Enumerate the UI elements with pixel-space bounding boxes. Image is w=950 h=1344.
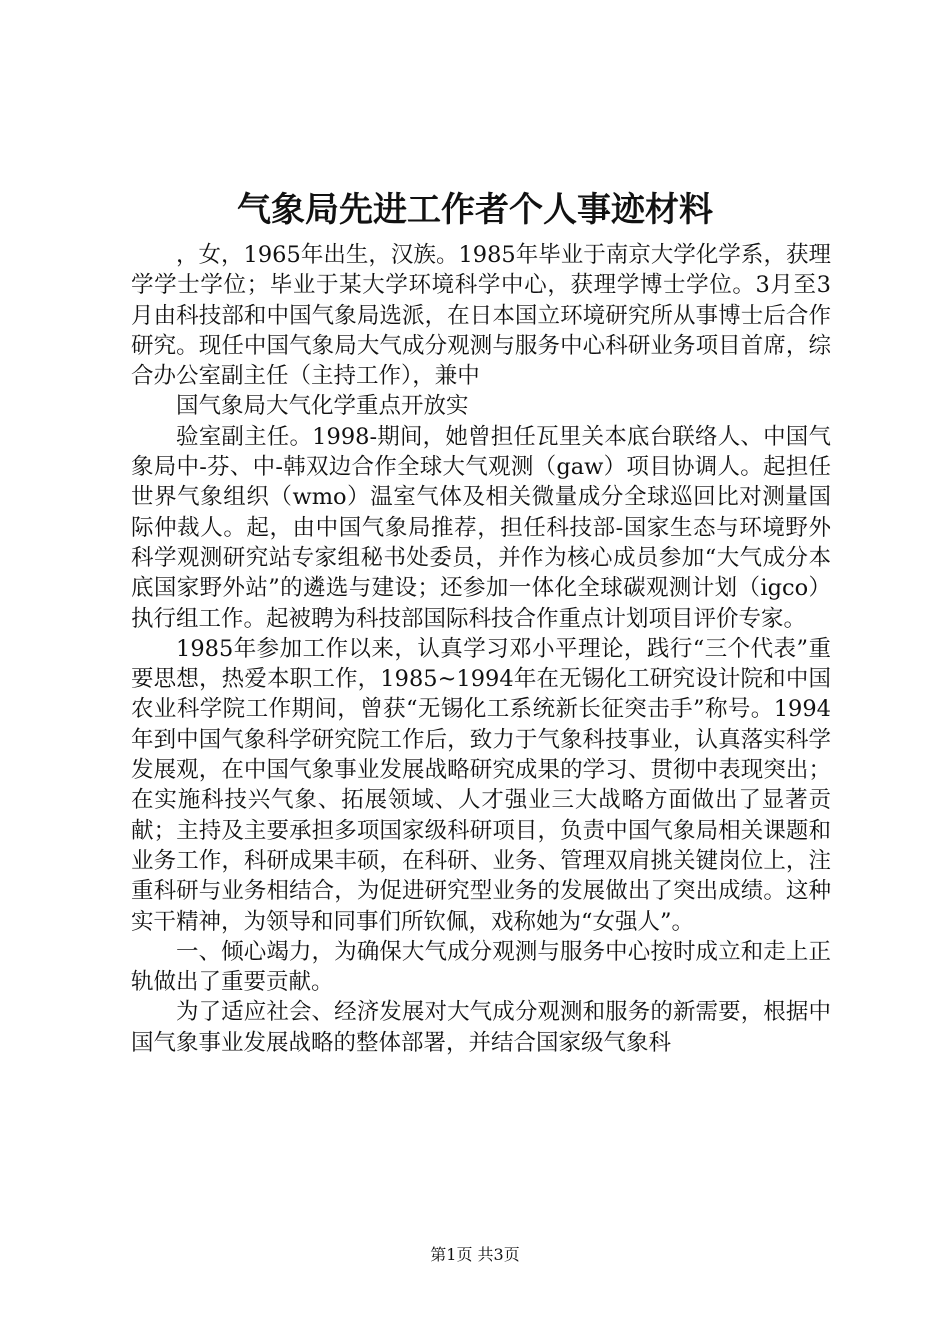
document-title: 气象局先进工作者个人事迹材料 <box>237 190 713 230</box>
paragraph-intro: ，女，1965年出生，汉族。1985年毕业于南京大学化学系，获理学学士学位；毕业于某大学环境科学中心，获理学博士学位。3月至3月由科技部和中国气象局选派，在日本国立环境研究所从事博士后合作研究。现任中国气象局大气成分观测与服务中心科研业务项目首席，综合办公室副主任（主持工作），兼中 <box>131 242 831 390</box>
paragraph-lab-fragment: 国气象局大气化学重点开放实 <box>176 393 469 420</box>
page-footer: 第1页 共3页 <box>430 1245 520 1264</box>
paragraph-section-heading: 一、倾心竭力，为确保大气成分观测与服务中心按时成立和走上正轨做出了重要贡献。 <box>131 938 831 996</box>
paragraph-career: 1985年参加工作以来，认真学习邓小平理论，践行“三个代表”重要思想，热爱本职工作，1985~1994年在无锡化工研究设计院和中国农业科学院工作期间，曾获“无锡化工系统新长征突击手”称号。1994年到中国气象科学研究院工作后，致力于气象科技事业，认真落实科学发展观，在中国气象事业发展战略研究成果的学习、贯彻中表现突出；在实施科技兴气象、拓展领域、人才强业三大战略方面做出了显著贡献；主持及主要承担多项国家级科研项目，负责中国气象局相关课题和业务工作，科研成果丰硕，在科研、业务、管理双肩挑关键岗位上，注重科研与业务相结合，为促进研究型业务的发展做出了突出成绩。这种实干精神，为领导和同事们所钦佩，戏称她为“女强人”。 <box>131 635 831 935</box>
paragraph-roles: 验室副主任。1998-期间，她曾担任瓦里关本底台联络人、中国气象局中-芬、中-韩双边合作全球大气观测（gaw）项目协调人。起担任世界气象组织（wmo）温室气体及相关微量成分全球巡回比对测量国际仲裁人。起，由中国气象局推荐，担任科技部-国家生态与环境野外科学观测研究站专家组秘书处委员，并作为核心成员参加“大气成分本底国家野外站”的遴选与建设；还参加一体化全球碳观测计划（igco）执行组工作。起被聘为科技部国际科技合作重点计划项目评价专家。 <box>131 423 831 632</box>
paragraph-section-body: 为了适应社会、经济发展对大气成分观测和服务的新需要，根据中国气象事业发展战略的整体部署，并结合国家级气象科 <box>131 999 831 1056</box>
document-body <box>131 240 831 1058</box>
